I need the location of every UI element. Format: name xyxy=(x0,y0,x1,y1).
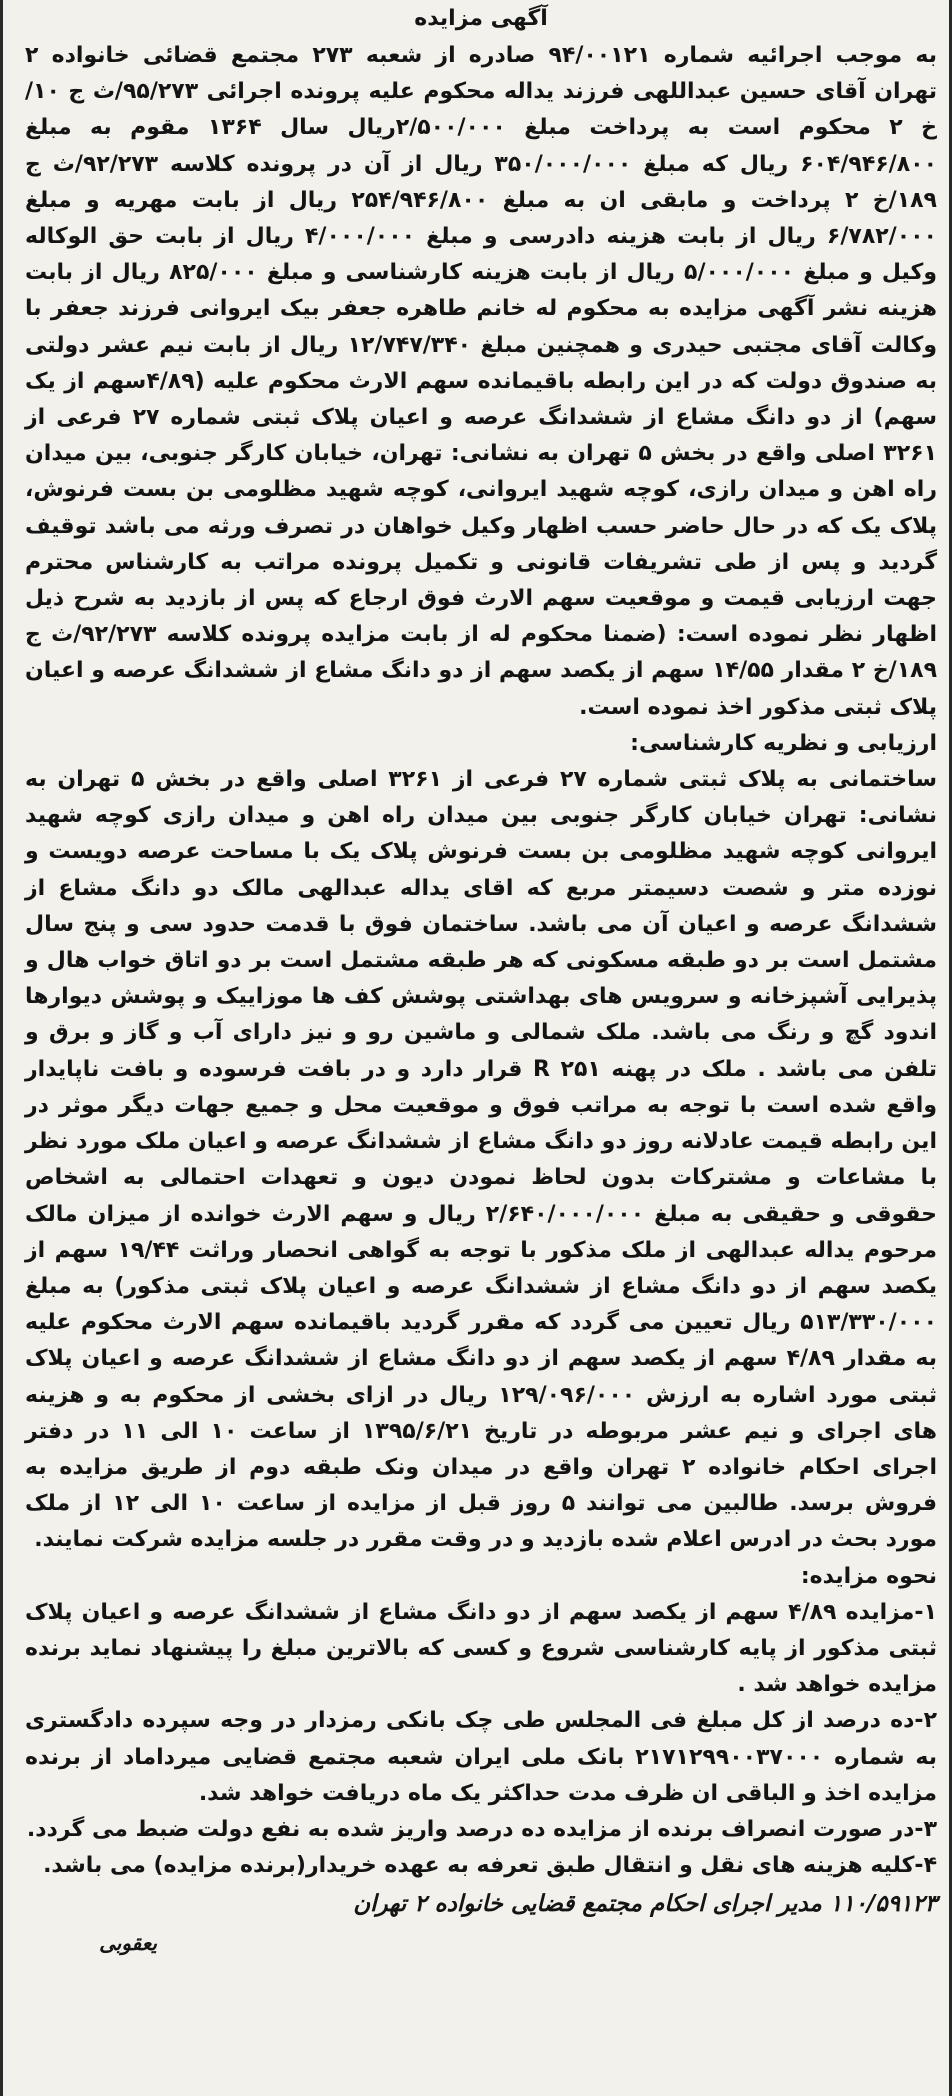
auction-condition-item: ۳-در صورت انصراف برنده از مزایده ده درصد واریز شده به نفع دولت ضبط می گردد. xyxy=(26,1816,937,1842)
auction-method-heading: نحوه مزایده: xyxy=(800,1563,937,1589)
appraisal-heading: ارزیابی و نظریه کارشناسی: xyxy=(630,730,937,756)
notice-intro-paragraph: به موجب اجرائیه شماره ۹۴/۰۰۱۲۱ صادره از شعبه ۲۷۳ مجتمع قضائی خانواده ۲ تهران آقای حسین عبداللهی فرزند یداله محکوم علیه پرونده اجرائی ۹۵/۲۷۳/ث ج ۱۰/خ ۲ محکوم است به پرداخت مبلغ ۲/۵۰۰/۰۰۰ریال سال ۱۳۶۴ مقوم به مبلغ ۶۰۴/۹۴۶/۸۰۰ ریال که مبلغ ۳۵۰/۰۰۰/۰۰۰ ریال از آن در پرونده کلاسه ۹۲/۲۷۳/ث ج ۱۸۹/خ ۲ پرداخت و مابقی ان به مبلغ ۲۵۴/۹۴۶/۸۰۰ ریال از بابت مهریه و مبلغ ۶/۷۸۲/۰۰۰ ریال از بابت هزینه دادرسی و مبلغ ۴/۰۰۰/۰۰۰ ریال از بابت حق الوکاله وکیل و مبلغ ۵/۰۰۰/۰۰۰ ریال از بابت هزینه کارشناسی و مبلغ ۸۲۵/۰۰۰ ریال از بابت هزینه نشر آگهی مزایده به محکوم له خانم طاهره جعفر بیک ایروانی فرزند جعفر با وکالت آقای مجتبی حیدری و همچنین مبلغ ۱۲/۷۴۷/۳۴۰ ریال از بابت نیم عشر دولتی به صندوق دولت که در این رابطه باقیمانده سهم الارث محکوم علیه (۴/۸۹سهم از یک سهم) از دو دانگ مشاع از ششدانگ عرصه و اعیان پلاک ثبتی شماره ۲۷ فرعی از ۳۲۶۱ اصلی واقع در بخش ۵ تهران به نشانی: تهران، خیابان کارگر جنوبی، بین میدان راه اهن و میدان رازی، کوچه شهید ایروانی، کوچه شهید مظلومی بن بست فرنوش، پلاک یک که در حال حاضر حسب اظهار وکیل خواهان در تصرف ورثه می باشد توقیف گردید و پس از طی تشریفات قانونی و تکمیل پرونده مراتب به کارشناس محترم جهت ارزیابی قیمت و موقعیت سهم الارث فوق ارجاع که پس از بازدید به شرح ذیل اظهار نظر نموده است: (ضمنا محکوم له از بابت مزایده پرونده کلاسه ۹۲/۲۷۳/ث ج ۱۸۹/خ ۲ مقدار ۱۴/۵۵ سهم از یکصد سهم از دو دانگ مشاع از ششدانگ عرصه و اعیان پلاک ثبتی مذکور اخذ نموده است. xyxy=(25,43,938,720)
auction-condition-item: ۲-ده درصد از کل مبلغ فی المجلس طی چک بانکی رمزدار در وجه سپرده دادگستری به شماره ۲۱۷۱۲۹۹۰۰۳۷۰۰۰ بانک ملی ایران شعبه مجتمع قضایی میرداماد از برنده مزایده اخذ و الباقی ان ظرف مدت حداکثر یک ماه دریافت خواهد شد. xyxy=(25,1708,937,1806)
signer-name: یعقوبی xyxy=(99,1931,157,1956)
appraisal-paragraph: ساختمانی به پلاک ثبتی شماره ۲۷ فرعی از ۳۲۶۱ اصلی واقع در بخش ۵ تهران به نشانی: تهران خیابان کارگر جنوبی بین میدان راه اهن و میدان رازی کوچه شهید ایروانی کوچه شهید مظلومی بن بست فرنوش پلاک یک با مساحت عرصه دویست و نوزده متر و شصت دسیمتر مربع که اقای یداله عبدالهی مالک دو دانگ مشاع از ششدانگ عرصه و اعیان آن می باشد. ساختمان فوق با قدمت حدود سی و پنج سال مشتمل است بر دو طبقه مسکونی که هر طبقه مشتمل است بر دو اتاق خواب هال و پذیرایی آشپزخانه و سرویس های بهداشتی پوشش کف ها موزاییک و پوشش دیوارها اندود گچ و رنگ می باشد. ملک شمالی و ماشین رو و نیز دارای آب و گاز و برق و تلفن می باشد . ملک در پهنه R ۲۵۱ قرار دارد و در بافت فرسوده و بافت ناپایدار واقع شده است با توجه به مراتب فوق و موقعیت محل و جمیع جهات دیگر موثر در این رابطه قیمت عادلانه روز دو دانگ مشاع از ششدانگ عرصه و اعیان ملک مورد نظر با مشاعات و مشترکات بدون لحاظ نمودن دیون و تعهدات احتمالی به اشخاص حقوقی و حقیقی به مبلغ ۲/۶۴۰/۰۰۰/۰۰۰ ریال و سهم الارث خوانده از میزان مالک مرحوم یداله عبدالهی از ملک مذکور با توجه به گواهی انحصار وراثت ۱۹/۴۴ سهم از یکصد سهم از دو دانگ مشاع از ششدانگ عرصه و اعیان پلاک ثبتی مذکور) به مبلغ ۵۱۳/۳۳۰/۰۰۰ ریال تعیین می گردد که مقرر گردید باقیمانده سهم الارث محکوم علیه به مقدار ۴/۸۹ سهم از یکصد سهم از دو دانگ مشاع از ششدانگ عرصه و اعیان پلاک ثبتی مورد اشاره به ارزش ۱۲۹/۰۹۶/۰۰۰ ریال در ازای بخشی از محکوم به و هزینه های اجرای و نیم عشر مربوطه در تاریخ ۱۳۹۵/۶/۲۱ از ساعت ۱۰ الی ۱۱ در دفتر اجرای احکام خانواده ۲ تهران واقع در میدان ونک طبقه دوم از طریق مزایده به فروش برسد. طالبین می توانند ۵ روز قبل از مزایده از ساعت ۱۰ الی ۱۲ از ملک مورد بحث در ادرس اعلام شده بازدید و در وقت مقرر در جلسه مزایده شرکت نمایند. xyxy=(25,767,938,1553)
auction-notice xyxy=(3,2,952,1960)
auction-condition-item: ۴-کلیه هزینه های نقل و انتقال طبق تعرفه به عهده خریدار(برنده مزایده) می باشد. xyxy=(43,1853,937,1879)
auction-condition-item: ۱-مزایده ۴/۸۹ سهم از یکصد سهم از دو دانگ مشاع از ششدانگ عرصه و اعیان پلاک ثبتی مذکور از پایه کارشناسی شروع و کسی که بالاترین مبلغ را پیشنهاد نماید برنده مزایده خواهد شد . xyxy=(25,1599,938,1698)
notice-title: آگهی مزایده xyxy=(414,6,548,31)
issuer-line: ۱۱۰/۵۹۱۲۳ مدیر اجرای احکام مجتمع قضایی خانواده ۲ تهران xyxy=(353,1891,937,1918)
